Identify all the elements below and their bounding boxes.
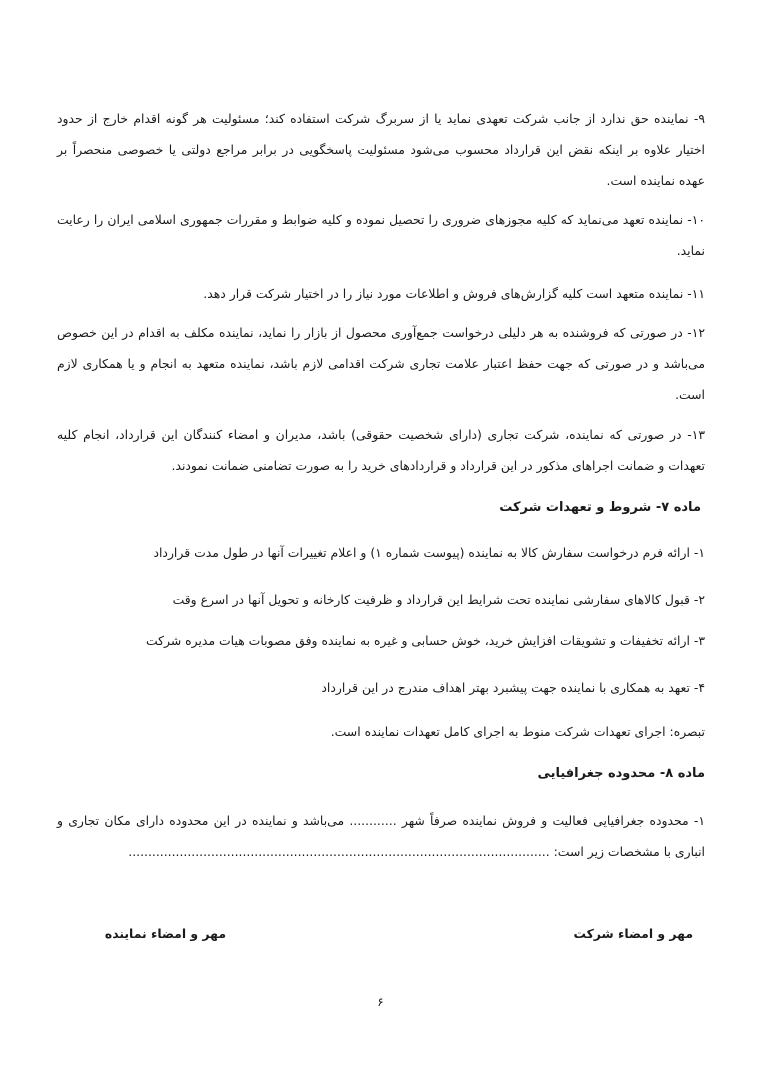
clause-13: ۱۳- در صورتی که نماینده، شرکت تجاری (دارای شخصیت حقوقی) باشد، مدیران و امضاء کنندگان این قرارداد، انجام کلیه تعهدات و ضمانت اجراهای مذکور در این قرارداد و قراردادهای خرید را به صورت تضامنی ضمانت نمودند. [57, 427, 705, 473]
clause-9: ۹- نماینده حق ندارد از جانب شرکت تعهدی نماید یا از سربرگ شرکت استفاده کند؛ مسئولیت هر گونه اقدام خارج از حدود اختیار علاوه بر اینکه نقض این قرارداد محسوب می‌شود مسئولیت پاسخگویی در برابر مراجع دولتی یا خصوصی منحصراً بر عهده نماینده است. [57, 111, 705, 188]
article-7-heading: ماده ۷- شروط و تعهدات شرکت [499, 500, 701, 515]
clause-11: ۱۱- نماینده متعهد است کلیه گزارش‌های فروش و اطلاعات مورد نیاز را در اختیار شرکت قرار دهد. [203, 286, 705, 301]
article-7-item-4: ۴- تعهد به همکاری با نماینده جهت پیشبرد بهتر اهداف مندرج در این قرارداد [321, 680, 705, 695]
company-signature-label: مهر و امضاء شرکت [573, 926, 693, 941]
article-7-item-1: ۱- ارائه فرم درخواست سفارش کالا به نماینده (پیوست شماره ۱) و اعلام تغییرات آنها در طول مدت قرارداد [153, 545, 705, 560]
article-8-heading: ماده ۸- محدوده جغرافیایی [537, 766, 705, 781]
clause-12: ۱۲- در صورتی که فروشنده به هر دلیلی درخواست جمع‌آوری محصول از بازار را نماید، نماینده مکلف به اقدام در این خصوص می‌باشد و در صورتی که جهت حفظ اعتبار علامت تجاری شرکت اقدامی لازم باشد، نماینده متعهد به انجام و یا همکاری لازم است. [57, 325, 705, 402]
article-7-item-3: ۳- ارائه تخفیفات و تشویقات افزایش خرید، خوش حسابی و غیره به نماینده وفق مصوبات هیات مدیره شرکت [145, 633, 705, 648]
article-7-item-2: ۲- قبول کالاهای سفارشی نماینده تحت شرایط این قرارداد و ظرفیت کارخانه و تحویل آنها در اسرع وقت [172, 592, 705, 607]
representative-signature-label: مهر و امضاء نماینده [104, 926, 226, 941]
page-number: ۶ [377, 995, 384, 1009]
article-8-item-1: ۱- محدوده جغرافیایی فعالیت و فروش نماینده صرفاً شهر ............ می‌باشد و نماینده در این محدوده دارای مکان تجاری و انباری با مشخصات زیر است: ........................................................................................................... [57, 813, 705, 859]
article-7-note: تبصره: اجرای تعهدات شرکت منوط به اجرای کامل تعهدات نماینده است. [330, 724, 705, 739]
clause-10: ۱۰- نماینده تعهد می‌نماید که کلیه مجوزهای ضروری را تحصیل نموده و کلیه ضوابط و مقررات جمهوری اسلامی ایران را رعایت نماید. [57, 212, 705, 258]
